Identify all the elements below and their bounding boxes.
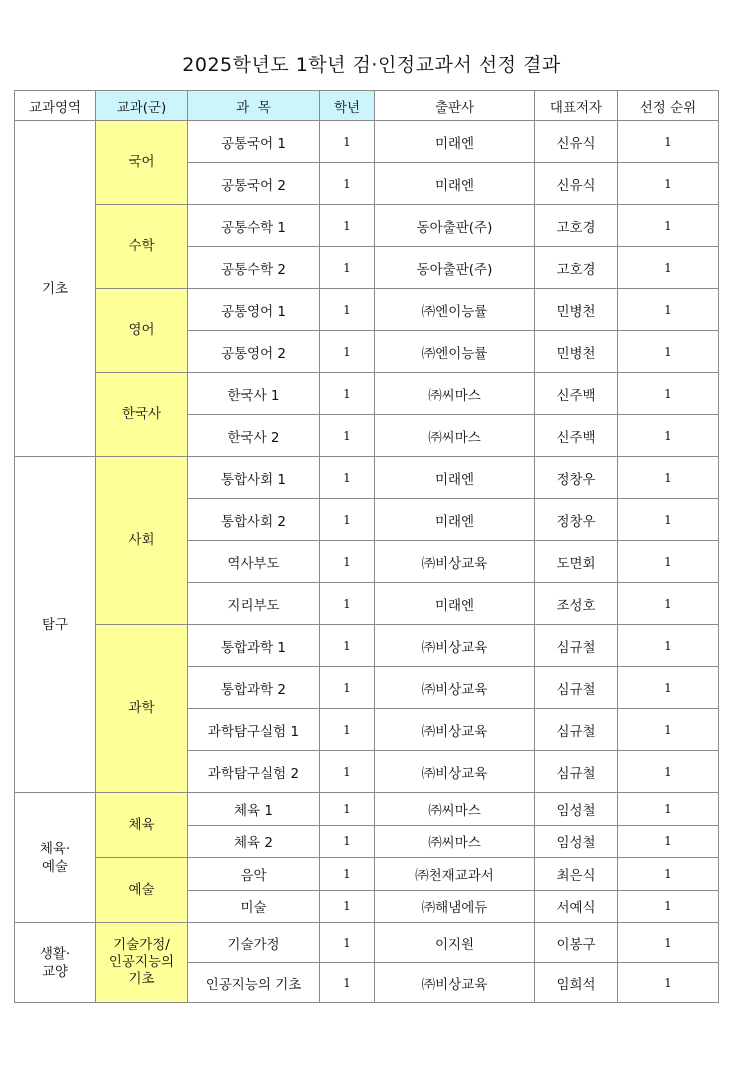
author-cell: 최은식 <box>535 858 618 891</box>
table-row <box>15 205 719 247</box>
group-cell-arts: 예술 <box>96 858 188 923</box>
header-author: 대표저자 <box>535 91 618 121</box>
publisher-cell: 미래엔 <box>375 121 535 163</box>
table-row <box>15 923 719 963</box>
rank-cell: 1 <box>618 457 719 499</box>
page-title: 2025학년도 1학년 검·인정교과서 선정 결과 <box>182 54 561 76</box>
header-rank: 선정 순위 <box>618 91 719 121</box>
table-row <box>15 373 719 415</box>
grade-cell: 1 <box>320 415 375 457</box>
group-cell-social: 사회 <box>96 457 188 625</box>
header-row <box>15 91 719 121</box>
group-cell-pe: 체육 <box>96 793 188 858</box>
author-cell: 심규철 <box>535 751 618 793</box>
grade-cell: 1 <box>320 923 375 963</box>
rank-cell: 1 <box>618 923 719 963</box>
group-cell-history: 한국사 <box>96 373 188 457</box>
rank-cell: 1 <box>618 163 719 205</box>
grade-cell: 1 <box>320 890 375 923</box>
rank-cell: 1 <box>618 890 719 923</box>
subject-cell: 역사부도 <box>188 541 320 583</box>
grade-cell: 1 <box>320 541 375 583</box>
publisher-cell: ㈜씨마스 <box>375 373 535 415</box>
subject-cell: 공통영어 2 <box>188 331 320 373</box>
grade-cell: 1 <box>320 499 375 541</box>
area-cell-life: 생활· 교양 <box>15 923 96 1003</box>
publisher-cell: 동아출판(주) <box>375 205 535 247</box>
grade-cell: 1 <box>320 751 375 793</box>
subject-cell: 통합과학 2 <box>188 667 320 709</box>
subject-cell: 음악 <box>188 858 320 891</box>
area-cell-inquiry: 탐구 <box>15 457 96 793</box>
publisher-cell: 미래엔 <box>375 499 535 541</box>
subject-cell: 과학탐구실험 1 <box>188 709 320 751</box>
grade-cell: 1 <box>320 247 375 289</box>
publisher-cell: ㈜비상교육 <box>375 751 535 793</box>
author-cell: 신주백 <box>535 415 618 457</box>
rank-cell: 1 <box>618 751 719 793</box>
publisher-cell: ㈜천재교과서 <box>375 858 535 891</box>
grade-cell: 1 <box>320 667 375 709</box>
publisher-cell: ㈜해냄에듀 <box>375 890 535 923</box>
header-subject: 과 목 <box>188 91 320 121</box>
publisher-cell: 미래엔 <box>375 583 535 625</box>
group-cell-korean: 국어 <box>96 121 188 205</box>
subject-cell: 공통수학 1 <box>188 205 320 247</box>
area-cell-basic: 기초 <box>15 121 96 457</box>
publisher-cell: ㈜엔이능률 <box>375 331 535 373</box>
author-cell: 신주백 <box>535 373 618 415</box>
table-row <box>15 457 719 499</box>
author-cell: 민병천 <box>535 331 618 373</box>
rank-cell: 1 <box>618 667 719 709</box>
author-cell: 서예식 <box>535 890 618 923</box>
publisher-cell: ㈜비상교육 <box>375 667 535 709</box>
grade-cell: 1 <box>320 163 375 205</box>
table-row <box>15 793 719 826</box>
author-cell: 고호경 <box>535 205 618 247</box>
publisher-cell: 미래엔 <box>375 457 535 499</box>
author-cell: 이봉구 <box>535 923 618 963</box>
publisher-cell: ㈜엔이능률 <box>375 289 535 331</box>
subject-cell: 미술 <box>188 890 320 923</box>
author-cell: 정창우 <box>535 457 618 499</box>
author-cell: 도면회 <box>535 541 618 583</box>
rank-cell: 1 <box>618 793 719 826</box>
author-cell: 심규철 <box>535 667 618 709</box>
publisher-cell: ㈜비상교육 <box>375 963 535 1003</box>
publisher-cell: 미래엔 <box>375 163 535 205</box>
author-cell: 정창우 <box>535 499 618 541</box>
header-area: 교과영역 <box>15 91 96 121</box>
subject-cell: 공통수학 2 <box>188 247 320 289</box>
publisher-cell: ㈜비상교육 <box>375 709 535 751</box>
header-group: 교과(군) <box>96 91 188 121</box>
grade-cell: 1 <box>320 457 375 499</box>
subject-cell: 공통국어 1 <box>188 121 320 163</box>
author-cell: 신유식 <box>535 163 618 205</box>
author-cell: 신유식 <box>535 121 618 163</box>
grade-cell: 1 <box>320 289 375 331</box>
publisher-cell: ㈜씨마스 <box>375 415 535 457</box>
grade-cell: 1 <box>320 625 375 667</box>
rank-cell: 1 <box>618 289 719 331</box>
author-cell: 민병천 <box>535 289 618 331</box>
author-cell: 임성철 <box>535 793 618 826</box>
group-cell-tech: 기술가정/ 인공지능의 기초 <box>96 923 188 1003</box>
subject-cell: 통합사회 2 <box>188 499 320 541</box>
grade-cell: 1 <box>320 331 375 373</box>
grade-cell: 1 <box>320 963 375 1003</box>
grade-cell: 1 <box>320 858 375 891</box>
grade-cell: 1 <box>320 709 375 751</box>
rank-cell: 1 <box>618 583 719 625</box>
table-row <box>15 858 719 891</box>
rank-cell: 1 <box>618 709 719 751</box>
header-publisher: 출판사 <box>375 91 535 121</box>
subject-cell: 지리부도 <box>188 583 320 625</box>
grade-cell: 1 <box>320 793 375 826</box>
rank-cell: 1 <box>618 625 719 667</box>
table-row <box>15 625 719 667</box>
grade-cell: 1 <box>320 373 375 415</box>
author-cell: 심규철 <box>535 709 618 751</box>
subject-cell: 기술가정 <box>188 923 320 963</box>
grade-cell: 1 <box>320 825 375 858</box>
author-cell: 심규철 <box>535 625 618 667</box>
subject-cell: 인공지능의 기초 <box>188 963 320 1003</box>
subject-cell: 한국사 2 <box>188 415 320 457</box>
rank-cell: 1 <box>618 121 719 163</box>
rank-cell: 1 <box>618 963 719 1003</box>
subject-cell: 공통영어 1 <box>188 289 320 331</box>
table-row <box>15 289 719 331</box>
group-cell-english: 영어 <box>96 289 188 373</box>
rank-cell: 1 <box>618 247 719 289</box>
grade-cell: 1 <box>320 121 375 163</box>
rank-cell: 1 <box>618 415 719 457</box>
rank-cell: 1 <box>618 825 719 858</box>
subject-cell: 과학탐구실험 2 <box>188 751 320 793</box>
textbook-selection-table <box>14 90 719 1003</box>
author-cell: 조성호 <box>535 583 618 625</box>
grade-cell: 1 <box>320 583 375 625</box>
rank-cell: 1 <box>618 205 719 247</box>
publisher-cell: ㈜비상교육 <box>375 541 535 583</box>
subject-cell: 통합사회 1 <box>188 457 320 499</box>
subject-cell: 공통국어 2 <box>188 163 320 205</box>
area-cell-pe_arts: 체육· 예술 <box>15 793 96 923</box>
subject-cell: 체육 1 <box>188 793 320 826</box>
table-row <box>15 121 719 163</box>
subject-cell: 한국사 1 <box>188 373 320 415</box>
group-cell-science: 과학 <box>96 625 188 793</box>
publisher-cell: ㈜씨마스 <box>375 825 535 858</box>
subject-cell: 체육 2 <box>188 825 320 858</box>
rank-cell: 1 <box>618 331 719 373</box>
grade-cell: 1 <box>320 205 375 247</box>
publisher-cell: 동아출판(주) <box>375 247 535 289</box>
publisher-cell: ㈜씨마스 <box>375 793 535 826</box>
author-cell: 임성철 <box>535 825 618 858</box>
header-grade: 학년 <box>320 91 375 121</box>
publisher-cell: 이지원 <box>375 923 535 963</box>
group-cell-math: 수학 <box>96 205 188 289</box>
rank-cell: 1 <box>618 373 719 415</box>
rank-cell: 1 <box>618 858 719 891</box>
rank-cell: 1 <box>618 499 719 541</box>
author-cell: 임희석 <box>535 963 618 1003</box>
subject-cell: 통합과학 1 <box>188 625 320 667</box>
rank-cell: 1 <box>618 541 719 583</box>
publisher-cell: ㈜비상교육 <box>375 625 535 667</box>
author-cell: 고호경 <box>535 247 618 289</box>
